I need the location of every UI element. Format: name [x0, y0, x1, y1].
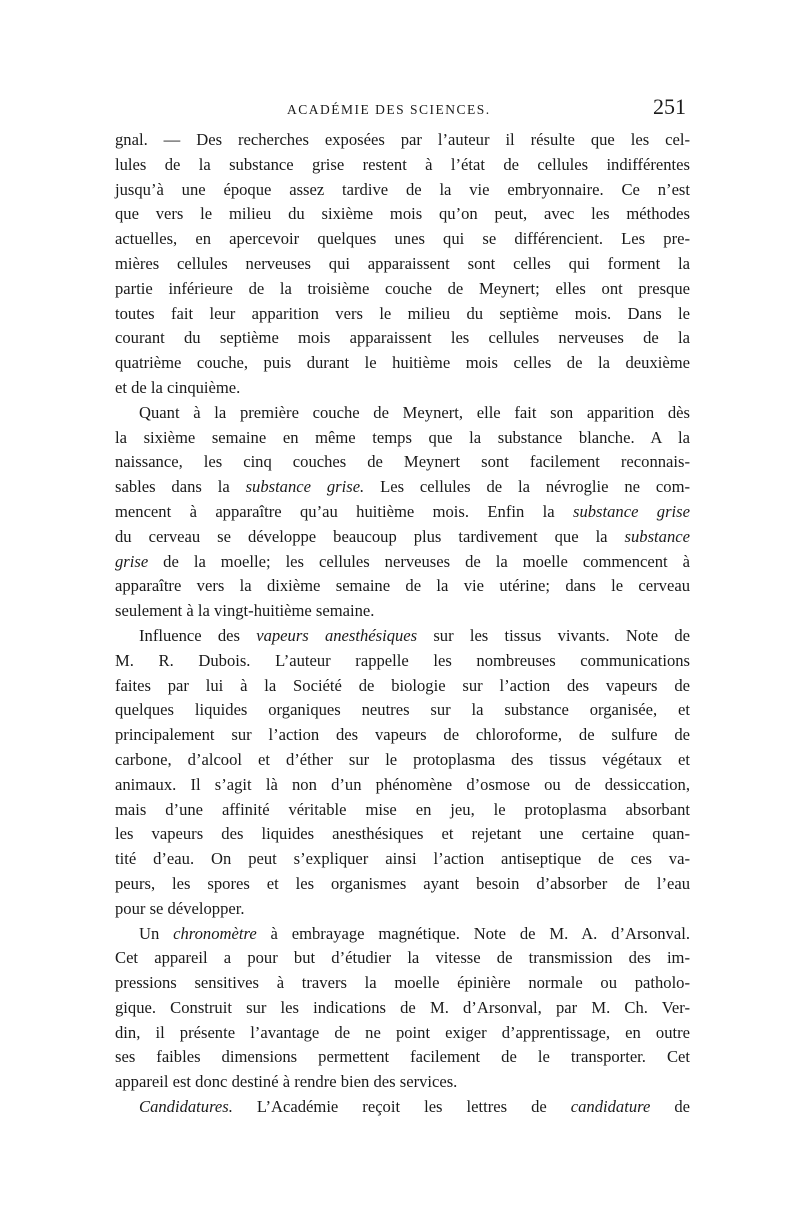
- text-line: din, il présente l’avantage de ne point exiger d’apprentissage, en outre: [115, 1022, 690, 1042]
- italic-run: grise: [115, 551, 149, 571]
- italic-run: substance grise: [572, 501, 690, 521]
- text-line: la sixième semaine en même temps que la substance blanche. A la: [115, 427, 690, 447]
- text-line: peurs, les spores et les organismes ayant besoin d’absorber de l’eau: [115, 873, 690, 893]
- text-line: mières cellules nerveuses qui apparaissent sont celles qui forment la: [115, 253, 690, 273]
- text-line: lules de la substance grise restent à l’état de cellules indifférentes: [115, 154, 690, 174]
- text-line: quatrième couche, puis durant le huitième mois celles de la deuxième: [115, 353, 690, 373]
- text-line: naissance, les cinq couches de Meynert sont facilement reconnais-: [115, 452, 690, 472]
- text-line: gique. Construit sur les indications de M. d’Arsonval, par M. Ch. Ver-: [115, 997, 690, 1017]
- text-run: sables dans la: [115, 477, 246, 497]
- text-run: à embrayage magnétique. Note de M. A. d’Arsonval.: [256, 923, 690, 943]
- text-line: [115, 922, 690, 947]
- text-line: tité d’eau. On peut s’expliquer ainsi l’action antiseptique de ces va-: [115, 849, 690, 869]
- italic-run: vapeurs anesthésiques: [256, 625, 418, 645]
- text-line: mais d’une affinité véritable mise en jeu, le protoplasma absorbant: [115, 799, 690, 819]
- text-line: que vers le milieu du sixième mois qu’on peut, avec les méthodes: [115, 204, 690, 224]
- text-line: [115, 550, 690, 575]
- text-line: [115, 475, 690, 500]
- text-run: de la moelle; les cellules nerveuses de la moelle commencent à: [148, 551, 690, 571]
- text-run: mencent à apparaître qu’au huitième mois. Enfin la: [115, 501, 573, 521]
- page-number: 251: [653, 94, 686, 119]
- text-run: de: [650, 1097, 690, 1117]
- running-head-title: ACADÉMIE DES SCIENCES.: [287, 102, 491, 117]
- italic-run: Candidatures.: [139, 1097, 233, 1117]
- text-line: carbone, d’alcool et d’éther sur le protoplasma des tissus végétaux et: [115, 749, 690, 769]
- text-run: Influence des: [139, 625, 257, 645]
- text-line: apparaître vers la dixième semaine de la vie utérine; dans le cerveau: [115, 576, 690, 596]
- text-line: pressions sensitives à travers la moelle épinière normale ou patholo-: [115, 973, 690, 993]
- text-line: Quant à la première couche de Meynert, elle fait son apparition dès: [139, 402, 690, 422]
- text-run: Un: [139, 923, 174, 943]
- text-line: [115, 500, 690, 525]
- text-line: animaux. Il s’agit là non d’un phénomène d’osmose ou de dessiccation,: [115, 774, 690, 794]
- text-line: gnal. — Des recherches exposées par l’auteur il résulte que les cel-: [115, 130, 690, 149]
- text-line: appareil est donc destiné à rendre bien des services.: [115, 1072, 458, 1092]
- text-line: courant du septième mois apparaissent les cellules nerveuses de la: [115, 328, 690, 348]
- body-text: [115, 128, 690, 1120]
- text-line: et de la cinquième.: [115, 377, 241, 397]
- text-run: sur les tissus vivants. Note de: [417, 625, 690, 645]
- text-line: partie inférieure de la troisième couche de Meynert; elles ont presque: [115, 278, 690, 298]
- text-line: M. R. Dubois. L’auteur rappelle les nombreuses communications: [115, 650, 690, 670]
- text-line: quelques liquides organiques neutres sur la substance organisée, et: [115, 700, 690, 720]
- text-line: les vapeurs des liquides anesthésiques et rejetant une certaine quan-: [115, 824, 690, 844]
- text-line: [115, 1095, 690, 1120]
- italic-run: substance grise.: [245, 477, 365, 497]
- text-run: L’Académie reçoit les lettres de: [232, 1097, 571, 1117]
- text-line: seulement à la vingt-huitième semaine.: [115, 601, 375, 621]
- italic-run: chronomètre: [173, 923, 257, 943]
- text-line: [115, 525, 690, 550]
- italic-run: candidature: [570, 1097, 651, 1117]
- text-line: faites par lui à la Société de biologie sur l’action des vapeurs de: [115, 675, 690, 695]
- text-line: pour se développer.: [115, 898, 245, 918]
- text-line: Cet appareil a pour but d’étudier la vitesse de transmission des im-: [115, 948, 690, 968]
- text-line: toutes fait leur apparition vers le milieu du septième mois. Dans le: [115, 303, 690, 323]
- text-run: Les cellules de la névroglie ne com-: [364, 477, 690, 497]
- text-line: [115, 624, 690, 649]
- text-line: jusqu’à une époque assez tardive de la vie embryonnaire. Ce n’est: [115, 179, 690, 199]
- text-line: principalement sur l’action des vapeurs de chloroforme, de sulfure de: [115, 725, 690, 745]
- italic-run: substance: [624, 526, 690, 546]
- text-line: ses faibles dimensions permettent facilement de le transporter. Cet: [115, 1047, 690, 1067]
- text-run: du cerveau se développe beaucoup plus tardivement que la: [115, 526, 625, 546]
- text-line: actuelles, en apercevoir quelques unes qui se différencient. Les pre-: [115, 229, 690, 249]
- running-header: [115, 94, 690, 128]
